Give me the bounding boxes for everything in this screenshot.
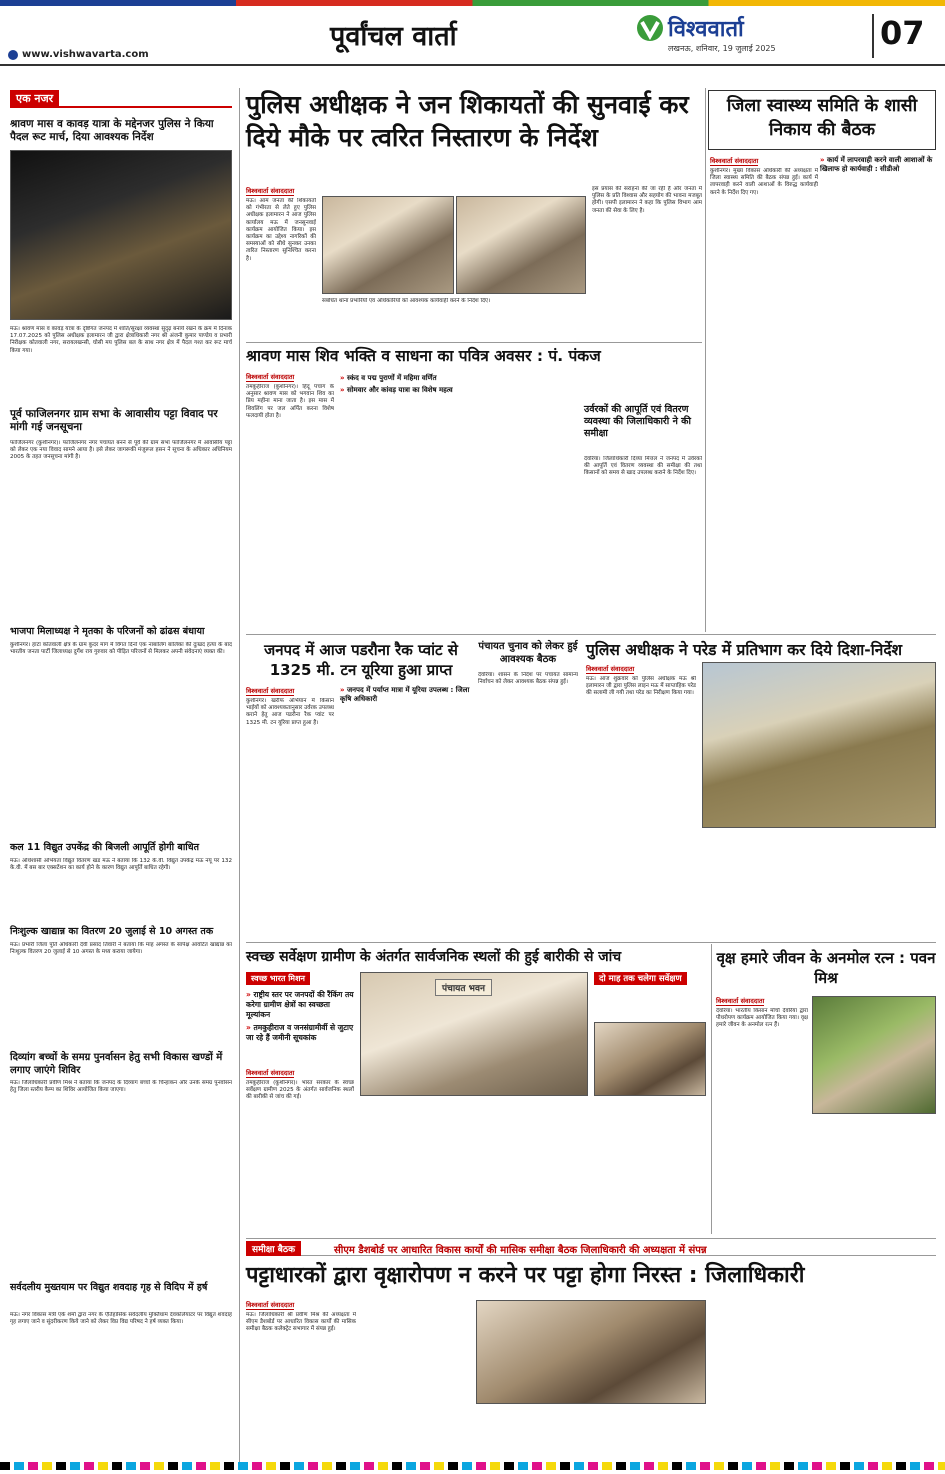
health-body-col2 <box>822 196 936 628</box>
panchayat-headline: पंचायत चुनाव को लेकर हुई आवश्यक बैठक <box>478 641 578 665</box>
story3-body: कुशीनगर। हाटा कोतवाली क्षेत्र के ग्राम कुंदर मांग में विगत दिनों एक नाबालिग बालिका की दुःखद हत्या के बाद भारतीय जनता पार्टी जिलाध्यक्ष दुर्गेश राय गुरुवार को पीड़ित परिजनों से मिलकर अपनी संवेदनाएं व्यक्त की। <box>10 642 232 656</box>
urea-bullet-1: » जनपद में पर्याप्त मात्रा में यूरिया उपलब्ध : जिला कृषि अधिकारी <box>340 686 472 704</box>
shravan-headline: श्रावण मास शिव भक्ति व साधना का पवित्र अवसर : पं. पंकज <box>246 347 601 365</box>
fertilizer-headline: उर्वरकों की आपूर्ति एवं वितरण व्यवस्था की जिलाधिकारी ने की समीक्षा <box>584 404 691 439</box>
health-body: कुशीनगर। मुख्य विकास अधिकारी की अध्यक्षता में जिला स्वास्थ्य समिति की बैठक संपन्न हुई। कार्य में लापरवाही करने वाली आशाओं के विरुद्ध कार्यवाही करने के निर्देश दिए गए। <box>710 168 818 196</box>
urea-byline: विश्ववार्ता संवाददाता <box>246 687 295 695</box>
survey-tag: दो माह तक चलेगा सर्वेक्षण <box>594 972 687 985</box>
review-banner <box>246 1238 936 1256</box>
swachh-byline: विश्ववार्ता संवाददाता <box>246 1069 295 1077</box>
survey-photo <box>594 1022 706 1096</box>
tree-byline: विश्ववार्ता संवाददाता <box>716 997 765 1005</box>
lead-body-1: मऊ। आम जनता की शिकायतों को गंभीरता से लेते हुए पुलिस अधीक्षक इलामारन ने आज पुलिस कार्यालय मऊ में जनसुनवाई कार्यक्रम आयोजित किया। इस कार्यक्रम का उद्देश्य नागरिकों की समस्याओं को सीधे सुनकर उनका त्वरित निस्तारण सुनिश्चित करना है। <box>246 198 316 262</box>
review-banner-text: सीएम डैशबोर्ड पर आधारित विकास कार्यों की मासिक समीक्षा बैठक जिलाधिकारी की अध्यक्षता में संपन्न <box>334 1245 707 1256</box>
brand-logo-icon <box>636 14 664 42</box>
urea-headline: जनपद में आज पडरौना रैक प्वांट से 1325 मी. टन यूरिया हुआ प्राप्त <box>264 641 458 679</box>
story2-body: फाजिलनगर (कुशीनगर)। फाजिलनगर नगर पंचायत बनने से पूर्व की ग्राम सभा फाजिलनगर में आवासीय पट्टा को लेकर एक नया विवाद सामने आया है। इसे लेकर जागरूकी मंजूरूल हसन ने सूचना के अधिकार अधिनियम 2005 के तहत जनसूचना मांगी है। <box>10 440 232 461</box>
health-bullet <box>820 156 936 177</box>
right-column-divider <box>705 88 706 632</box>
health-headline: जिला स्वास्थ्य समिति के शासी निकाय की बैठक <box>726 96 918 140</box>
parade-body-col3 <box>822 832 936 938</box>
bottom-body-col2 <box>360 1300 470 1450</box>
story4-headline: कल 11 विद्युत उपकेंद्र की बिजली आपूर्ति होगी बाधित <box>10 842 199 853</box>
bottom-body-col3 <box>712 1300 822 1450</box>
lead-photo-caption: संबंधित थाना प्रभारियों एवं अधिकारियों को आवश्यक कार्यवाही करने के निर्देश दिए। <box>322 298 491 304</box>
swachh-headline: स्वच्छ सर्वेक्षण ग्रामीण के अंतर्गत सार्वजनिक स्थलों की हुई बारीकी से जांच <box>246 949 622 965</box>
dateline: लखनऊ, शनिवार, 19 जुलाई 2025 <box>668 44 776 53</box>
swachh-bullet-1: » राष्ट्रीय स्तर पर जनपदों की रैंकिंग तय करेगा ग्रामीण क्षेत्रों का स्वच्छता मूल्यांकन <box>246 990 356 1020</box>
page-number: 07 <box>880 14 925 52</box>
page-number-divider <box>872 14 874 58</box>
shravan-bullets <box>340 374 472 398</box>
lead-headline: पुलिस अधीक्षक ने जन शिकायतों की सुनवाई कर दिये मौके पर त्वरित निस्तारण के निर्देश <box>246 90 689 152</box>
parade-photo <box>702 662 936 828</box>
panchayat-body: देवरिया। शासन के निर्देश पर पंचायत सामान्य निर्वाचन को लेकर आवश्यक बैठक संपन्न हुई। <box>478 672 578 686</box>
tree-headline: वृक्ष हमारे जीवन के अनमोल रत्न : पवन मिश्र <box>716 949 936 987</box>
story3-headline: भाजपा मिलाध्यक्ष ने मृतका के परिजनों को ढांढस बंधाया <box>10 626 205 637</box>
panchayat-bhawan-photo <box>360 972 588 1096</box>
bottom-byline: विश्ववार्ता संवाददाता <box>246 1301 295 1309</box>
shravan-bullet-1: » स्कंद व पद्म पुराणों में महिमा वर्णित <box>340 374 472 383</box>
header-color-strip <box>0 0 945 6</box>
parade-body-col2 <box>702 832 818 938</box>
route-march-photo <box>10 150 232 320</box>
section-title: पूर्वांचल वार्ता <box>330 21 457 52</box>
ek-nazar-rule <box>10 106 232 108</box>
lead-office-photo <box>456 196 586 294</box>
bottom-body-col4 <box>826 1300 936 1450</box>
story6-body: मऊ। जिलाधिकारी प्रवीण मिश्र ने बताया कि जनपद के दिव्यांग बच्चों के चिन्हांकन और उनके समग्र पुनर्वासन हेतु जिला स्तरीय कैम्प का शिविर आयोजित किया जाएगा। <box>10 1080 232 1094</box>
swachh-top-rule <box>246 942 936 943</box>
review-meeting-photo <box>476 1300 706 1404</box>
bottom-body: मऊ। जिलाधिकारी श्री प्रवीण मिश्र की अध्यक्षता में सीएम डैशबोर्ड पर आधारित विकास कार्यों की मासिक समीक्षा बैठक कलेक्ट्रेट सभागार में संपन्न हुई। <box>246 1312 356 1333</box>
story1-headline: श्रावण मास व कावड़ यात्रा के मद्देनजर पुलिस ने किया पैदल रूट मार्च, दिया आवश्यक निर्देश <box>10 118 214 143</box>
swachh-bullets <box>246 990 356 1046</box>
story5-body: मऊ। प्रभारी जिला पूर्ति अधिकारी देवी प्रसाद तिवारी ने बताया कि माह अगस्त के सापेक्ष आवंटित खाद्यान्न का निःशुल्क वितरण 20 जुलाई से 10 अगस्त के मध्य कराया जायेगा। <box>10 942 232 956</box>
story7-headline: सर्वदलीय मुख्तयाम पर विद्युत शवदाह गृह से विदिप में हर्ष <box>10 1282 208 1293</box>
bottom-photo-caption <box>476 1408 706 1450</box>
website-icon <box>8 50 18 60</box>
left-column-divider <box>239 88 240 1464</box>
swachh-body-col3 <box>478 1100 590 1230</box>
tree-body: देवरिया। भारतीय किसान मोर्चा देवरिया द्वारा पौधरोपण कार्यक्रम आयोजित किया गया। वृक्ष हमारे जीवन के अनमोल रत्न हैं। <box>716 1008 808 1029</box>
urea-body-col2 <box>340 716 472 938</box>
survey-body <box>594 988 706 1020</box>
shravan-top-rule <box>246 342 702 343</box>
urea-body: कुशीनगर। खरीफ अभियान में किसान भाईयों को आवश्यकतानुसार उर्वरक उपलब्ध कराने हेतु आज पडरौना रैक प्वांट पर 1325 मी. टन यूरिया प्राप्त हुआ है। <box>246 698 334 726</box>
shravan-body: तमकुहीराज (कुशीनगर)। हिंदू पंचांग के अनुसार श्रावण मास को भगवान शिव का प्रिय महीना माना जाता है। इस मास में शिवलिंग पर जल अर्पित करना विशेष फलदायी होता है। <box>246 384 334 419</box>
shravan-body-col2 <box>340 420 472 628</box>
survey-body-2 <box>594 1100 706 1230</box>
fertilizer-body: देवरिया। जिलाधिकारी दिव्या मित्तल ने जनपद में उर्वरकों की आपूर्ति एवं वितरण व्यवस्था की समीक्षा की तथा किसानों को समय से खाद उपलब्ध कराने के निर्देश दिए। <box>584 456 702 477</box>
ek-nazar-tag: एक नजर <box>10 90 59 107</box>
swachh-body: तमकुहीराज (कुशीनगर)। भारत सरकार के स्वच्छ सर्वेक्षण ग्रामीण 2025 के अंतर्गत सार्वजनिक स्थलों की बारीकी से जांच की गई। <box>246 1080 354 1101</box>
header-bar <box>0 0 945 66</box>
story2-headline: पूर्व फाजिलनगर ग्राम सभा के आवासीय पट्टा विवाद पर मांगी गई जनसूचना <box>10 408 218 433</box>
shravan-byline: विश्ववार्ता संवाददाता <box>246 373 295 381</box>
parade-body: मऊ। आज शुक्रवार को पुलिस अधीक्षक मऊ श्री इलामारन जी द्वारा पुलिस लाइन मऊ में साप्ताहिक परेड की सलामी ली गयी तथा परेड का निरीक्षण किया गया। <box>586 676 696 697</box>
review-tag: समीक्षा बैठक <box>246 1241 301 1256</box>
brand-name: विश्ववार्ता <box>668 17 744 42</box>
lead-byline: विश्ववार्ता संवाददाता <box>246 187 295 195</box>
urea-top-rule <box>246 634 936 635</box>
lead-hearing-photo <box>322 196 454 294</box>
swachh-body-col2 <box>360 1100 472 1230</box>
swachh-tag: स्वच्छ भारत मिशन <box>246 972 310 985</box>
website-url[interactable]: www.vishwavarta.com <box>22 49 149 60</box>
tree-body-col2 <box>812 1118 936 1230</box>
parade-byline: विश्ववार्ता संवाददाता <box>586 665 635 673</box>
health-bullet-text: » कार्य में लापरवाही करने वाली आशाओं के खिलाफ हो कार्यवाही : सीडीओ <box>820 156 936 174</box>
lead-body-2: इस प्रयास की सराहना की जा रही है और जनता में पुलिस के प्रति विश्वास और सहयोग की भावना मजबूत होगी। एसपी इलामारन ने कहा कि पुलिस विभाग आम जनता की सेवा के लिए है। <box>592 186 702 214</box>
story5-headline: निःशुल्क खाद्यान्न का वितरण 20 जुलाई से 10 अगस्त तक <box>10 926 214 937</box>
left-column <box>10 90 232 1460</box>
parade-headline: पुलिस अधीक्षक ने परेड में प्रतिभाग कर दिये दिशा-निर्देश <box>586 641 903 659</box>
shravan-bullet-2: » सोमवार और कांवड़ यात्रा का विशेष महत्व <box>340 386 472 395</box>
story6-headline: दिव्यांग बच्चों के समग्र पुनर्वासन हेतु सभी विकास खण्डों में लगाए जाएंगे शिविर <box>10 1052 223 1076</box>
tree-column-divider <box>711 944 712 1234</box>
shravan-body-col3 <box>478 370 576 628</box>
health-byline: विश्ववार्ता संवाददाता <box>710 157 759 165</box>
story7-body: मऊ। नगर विकास मंत्री एके शर्मा द्वारा नगर के ऐतिहासिक सर्वदलीय मुक्तिधाम देवकलियाटर पर विद्युत शवदाह गृह लगाए जाने व सुंदरीकरण किये जाने को लेकर विप्र विद्य परिषद ने हर्ष व्यक्त किया। <box>10 1312 232 1326</box>
panchayat-bhawan-sign: पंचायत भवन <box>435 979 492 996</box>
story4-body: मऊ। अधिशासी अभियंता विद्युत वितरण खंड मऊ ने बताया कि 132 के.वी. विद्युत उपकेंद्र मऊ नयू पर 132 के.वी. में बस बार एक्सटेंशन का कार्य होने के कारण विद्युत आपूर्ति बाधित रहेगी। <box>10 858 232 872</box>
print-color-strip <box>0 1462 945 1470</box>
urea-bullets <box>340 686 472 707</box>
story1-body: मऊ। श्रावण मास व कावड़ यात्रा के दृष्टिगत जनपद में शांति/सुरक्षा व्यवस्था सुदृढ़ बनाये रखने के क्रम में दिनांक 17.07.2025 को पुलिस अधीक्षक इलामारन जी द्वारा क्षेत्राधिकारी नगर श्री अंजनी कुमार पाण्डेय व प्रभारी निरीक्षक कोतवाली नगर, सरायलखन्सी, घोसी मय पुलिस बल के साथ नगर क्षेत्र में पैदल गश्त कर रूट मार्च किया गया। <box>10 326 232 354</box>
swachh-bullet-2: » तमकुहीराज व जनसंग्रामीर्वी से जुटाए जा रहे हैं जमीनी सूचकांक <box>246 1023 356 1043</box>
tree-plantation-photo <box>812 996 936 1114</box>
bottom-headline: पट्टाधारकों द्वारा वृक्षारोपण न करने पर पट्टा होगा निरस्त : जिलाधिकारी <box>246 1263 805 1288</box>
